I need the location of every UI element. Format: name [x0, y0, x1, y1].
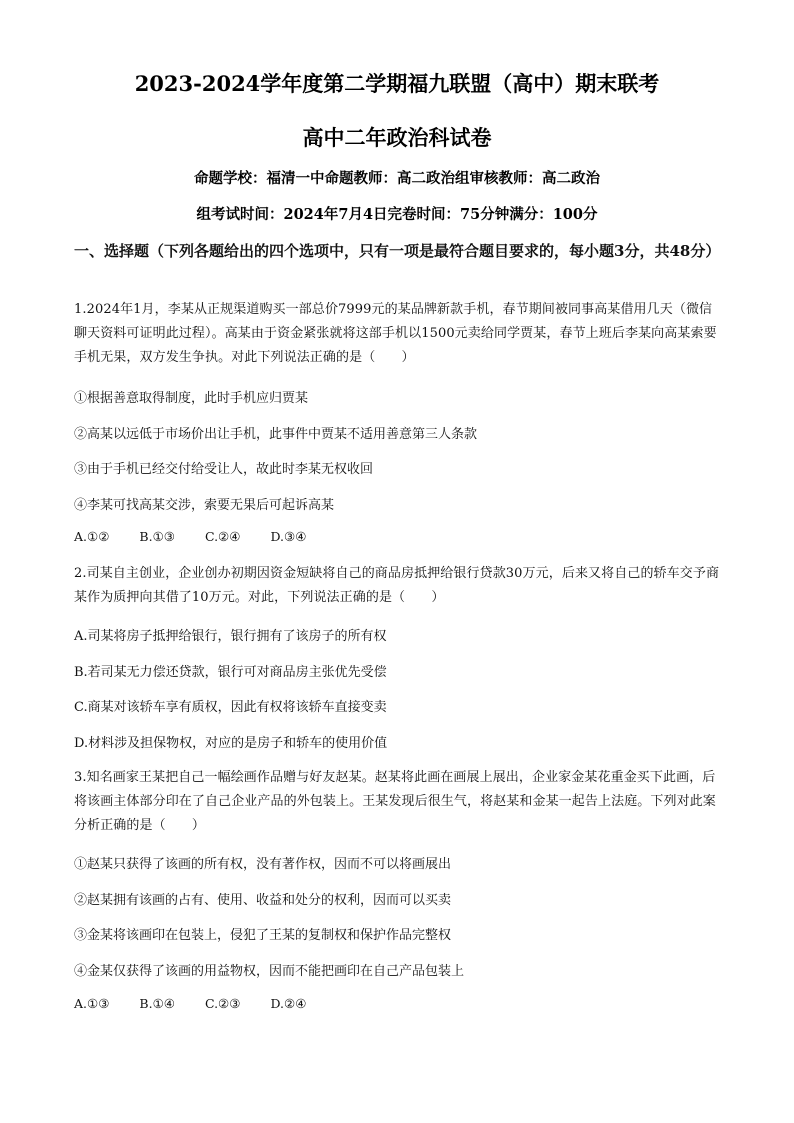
question-3-option-2: ②赵某拥有该画的占有、使用、收益和处分的权利，因而可以买卖: [74, 893, 452, 908]
exam-info: 组考试时间：2024年7月4日完卷时间：75分钟满分：100分: [196, 206, 598, 223]
question-2-option-c: C.商某对该轿车享有质权，因此有权将该轿车直接变卖: [74, 700, 387, 715]
question-1-option-4: ④李某可找高某交涉，索要无果后可起诉高某: [74, 498, 335, 513]
section-heading: 一、选择题（下列各题给出的四个选项中，只有一项是最符合题目要求的，每小题3分，共48分）: [74, 242, 721, 260]
question-1-option-1: ①根据善意取得制度，此时手机应归贾某: [74, 391, 309, 406]
question-3-option-4: ④金某仅获得了该画的用益物权，因而不能把画印在自己产品包装上: [74, 964, 465, 979]
question-3-choices: [74, 996, 332, 1011]
choice-d: D.②④: [270, 996, 307, 1011]
exam-authors: 命题学校：福清一中命题教师：高二政治组审核教师：高二政治: [194, 170, 600, 187]
question-1-option-3: ③由于手机已经交付给受让人，故此时李某无权收回: [74, 462, 374, 477]
question-1-option-2: ②高某以远低于市场价出让手机，此事件中贾某不适用善意第三人条款: [74, 427, 478, 442]
question-3-option-3: ③金某将该画印在包装上，侵犯了王某的复制权和保护作品完整权: [74, 928, 452, 943]
question-2-option-b: B.若司某无力偿还贷款，银行可对商品房主张优先受偿: [74, 665, 387, 680]
question-2-option-d: D.材料涉及担保物权，对应的是房子和轿车的使用价值: [74, 736, 388, 751]
question-2-stem: 2.司某自主创业，企业创办初期因资金短缺将自己的商品房抵押给银行贷款30万元，后来又将自己的轿车交予商某作为质押向其借了10万元。对此，下列说法正确的是（ ）: [74, 566, 720, 605]
question-2-option-a: A.司某将房子抵押给银行，银行拥有了该房子的所有权: [74, 629, 387, 644]
choice-c: C.②④: [204, 529, 241, 544]
exam-title: 2023-2024学年度第二学期福九联盟（高中）期末联考: [134, 71, 660, 96]
question-3-stem: 3.知名画家王某把自己一幅绘画作品赠与好友赵某。赵某将此画在画展上展出，企业家金某花重金买下此画，后将该画主体部分印在了自己企业产品的外包装上。王某发现后很生气，将赵某和金某一起告上法庭。下列对此案分析正确的是（ ）: [74, 770, 716, 833]
exam-subtitle: 高中二年政治科试卷: [302, 125, 492, 150]
choice-b: B.①④: [139, 996, 175, 1011]
question-1-choices: [74, 529, 332, 544]
choice-a: A.①②: [74, 529, 110, 544]
choice-d: D.③④: [270, 529, 307, 544]
choice-c: C.②③: [204, 996, 241, 1011]
choice-b: B.①③: [139, 529, 175, 544]
question-1-stem: 1.2024年1月，李某从正规渠道购买一部总价7999元的某品牌新款手机，春节期间被同事高某借用几天（微信聊天资料可证明此过程）。高某由于资金紧张就将这部手机以1500元卖给同学贾某，春节上班后李某向高某索要手机无果，双方发生争执。对此下列说法正确的是（ ）: [74, 302, 717, 365]
choice-a: A.①③: [74, 996, 110, 1011]
question-3-option-1: ①赵某只获得了该画的所有权，没有著作权，因而不可以将画展出: [74, 857, 452, 872]
